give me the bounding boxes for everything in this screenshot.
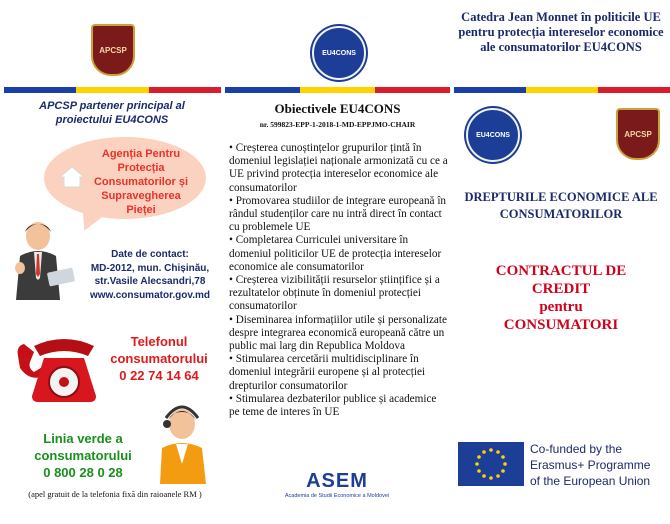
eu4cons-logo [466, 108, 520, 162]
apcsp-logo-text: APCSP [99, 45, 127, 55]
middle-panel [223, 0, 452, 524]
contact-title: Date de contact: [111, 249, 189, 260]
phone-number[interactable]: 0 22 74 14 64 [119, 368, 199, 383]
ase-logo [267, 470, 407, 504]
objective-item: • Creșterea cunoștințelor grupurilor țintă în domeniul legislației naționale armonizată cu ce a UE privind protecția intereselor economice ale consumatorilor [229, 142, 449, 195]
phone-title: Telefonul consumatorului [110, 334, 208, 366]
right-panel [452, 0, 670, 524]
apcsp-logo [616, 108, 660, 160]
eu4cons-logo [312, 26, 366, 80]
title-line-2: CREDIT [531, 281, 591, 297]
apcsp-logo-text: APCSP [624, 129, 652, 139]
objective-item: • Creșterea vizibilității resurselor științifice și a rezultatelor obținute în domeniul protecției consumatorilor [229, 274, 449, 314]
green-line-title: Linia verde a consumatorului [34, 431, 132, 463]
contact-block [80, 248, 220, 302]
project-reference: nr. 599823-EPP-1-2018-1-MD-EPPJMO-CHAIR [259, 120, 416, 129]
objective-item: • Stimularea cercetării multidisciplinare în domeniul integrării europene și al protecției drepturilor consumatorilor [229, 353, 449, 393]
objective-item: • Promovarea studiilor de integrare europeană în rândul studenților care nu intră direct în contact cu problemele UE [229, 195, 449, 235]
contact-city: MD-2012, mun. Chișinău, [90, 262, 210, 274]
erasmus-line-2: Erasmus+ Programme [530, 458, 651, 472]
objectives-list [229, 142, 449, 419]
title-line-4: CONSUMATORI [503, 317, 619, 333]
title-line-3: pentru [539, 299, 583, 315]
eu4cons-logo-text: EU4CONS [322, 49, 356, 57]
eu4cons-logo-text: EU4CONS [476, 131, 510, 139]
home-icon [58, 165, 86, 189]
operator-illustration [152, 404, 214, 484]
brochure-title [452, 262, 670, 334]
agency-name: Agenția Pentru Protecția Consumatorilor și Supravegherea Pieței [93, 148, 189, 216]
ase-logo-text: ASEM [306, 470, 368, 492]
partner-heading: APCSP partener principal al proiectului EU4CONS [39, 100, 185, 126]
erasmus-line-3: of the European Union [530, 474, 651, 488]
flag-stripe [4, 87, 221, 93]
objectives-title: Obiectivele EU4CONS [274, 101, 401, 116]
apcsp-logo [91, 24, 135, 76]
contact-website[interactable]: www.consumator.gov.md [89, 289, 210, 301]
green-line-note: (apel gratuit de la telefonia fixă din raioanele RM ) [28, 489, 202, 499]
green-line-number[interactable]: 0 800 28 0 28 [43, 465, 123, 480]
objective-item: • Completarea Curriculei universitare în domeniul politicilor UE de protecția intereselor economice ale consumatorilor [229, 234, 449, 274]
erasmus-line-1: Co-funded by the [530, 442, 623, 456]
economic-rights-subtitle: DREPTURILE ECONOMICE ALE CONSUMATORILOR [464, 190, 658, 221]
eu-flag-icon [458, 442, 524, 486]
ase-logo-caption: Academia de Studii Economice a Moldovei [284, 493, 390, 499]
left-panel [0, 0, 223, 524]
objective-item: • Diseminarea informațiilor utile și personalizate despre integrarea economică europeană către un public mai larg din Republica Moldova [229, 314, 449, 354]
erasmus-cofunding [530, 441, 670, 489]
objective-item: • Stimularea dezbaterilor publice și academice pe teme de interes în UE [229, 393, 449, 419]
flag-stripe [225, 87, 450, 93]
phone-icon [14, 336, 102, 404]
flag-stripe [454, 87, 670, 93]
businessman-illustration [8, 218, 78, 300]
chair-header: Catedra Jean Monnet în politicile UE pentru protecția intereselor economice ale consumatorilor EU4CONS [458, 10, 664, 54]
title-line-1: CONTRACTUL DE [495, 263, 627, 279]
contact-street: str.Vasile Alecsandri,78 [94, 276, 206, 287]
